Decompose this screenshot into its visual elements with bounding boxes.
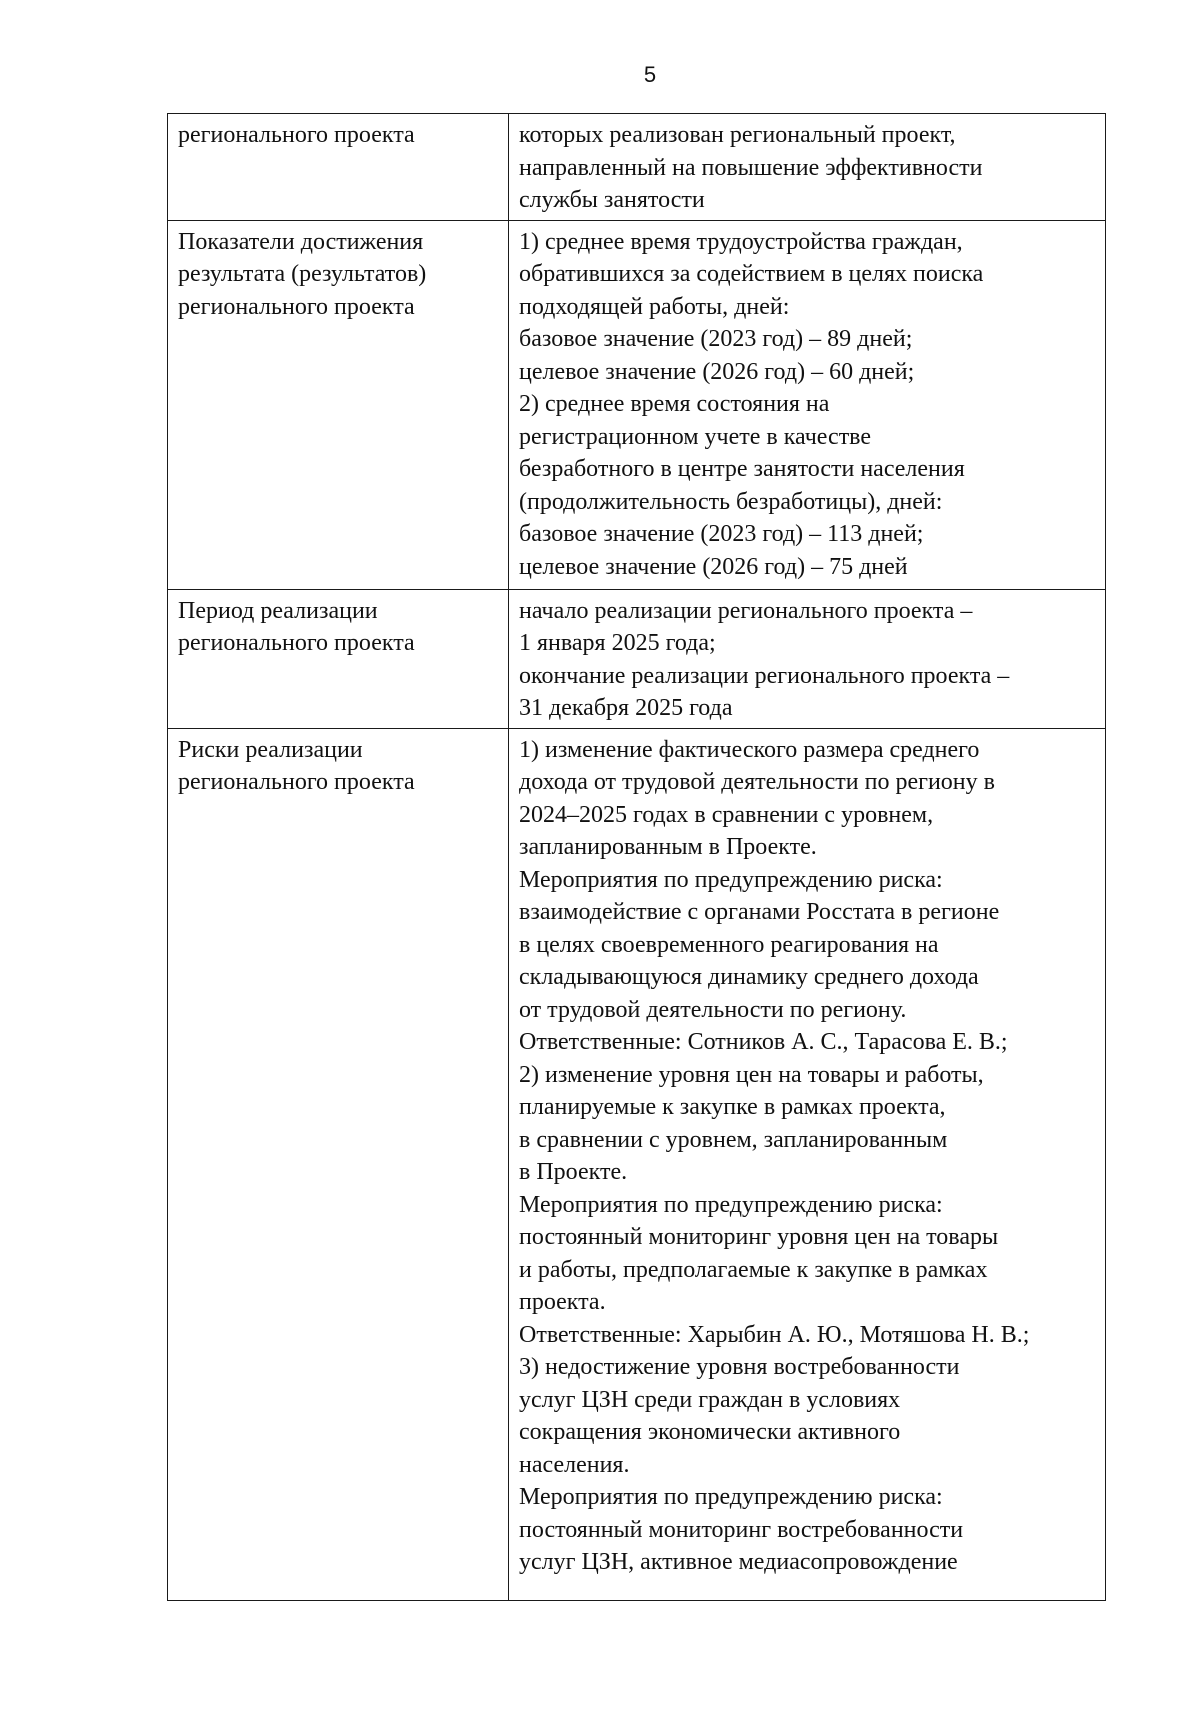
value-line: (продолжительность безработицы), дней: [519, 488, 943, 515]
value-line: Ответственные: Харыбин А. Ю., Мотяшова Н. В.; [519, 1321, 1030, 1348]
value-line: базовое значение (2023 год) – 89 дней; [519, 326, 913, 352]
row-label-cell [168, 589, 509, 728]
value-line: 1) среднее время трудоустройства граждан, [519, 228, 963, 255]
label-line: регионального проекта [178, 122, 415, 148]
value-line: обратившихся за содействием в целях поиска [519, 261, 984, 287]
value-line: услуг ЦЗН среди граждан в условиях [519, 1386, 901, 1413]
value-line: безработного в центре занятости населения [519, 456, 965, 482]
value-line: в Проекте. [519, 1159, 628, 1185]
value-line: 2) среднее время состояния на [519, 391, 830, 417]
value-line: базовое значение (2023 год) – 113 дней; [519, 521, 924, 547]
label-line: регионального проекта [178, 293, 415, 320]
value-line: 2) изменение уровня цен на товары и работы, [519, 1061, 984, 1088]
row-label-cell [168, 114, 509, 221]
value-line: Ответственные: Сотников А. С., Тарасова Е. В.; [519, 1029, 1008, 1055]
value-line: которых реализован региональный проект, [519, 122, 956, 148]
label-line: Период реализации [178, 597, 378, 624]
value-line: постоянный мониторинг востребованности [519, 1516, 964, 1543]
value-line: Мероприятия по предупреждению риска: [519, 1191, 943, 1218]
value-line: 2024–2025 годах в сравнении с уровнем, [519, 801, 934, 828]
value-line: населения. [519, 1451, 630, 1478]
value-line: окончание реализации регионального проекта – [519, 662, 1010, 689]
value-line: планируемые к закупке в рамках проекта, [519, 1094, 946, 1120]
value-line: и работы, предполагаемые к закупке в рамках [519, 1256, 988, 1283]
value-line: услуг ЦЗН, активное медиасопровождение [519, 1549, 958, 1575]
value-line: Мероприятия по предупреждению риска: [519, 1484, 943, 1510]
value-line: складывающуюся динамику среднего дохода [519, 964, 979, 990]
label-line: результата (результатов) [178, 261, 427, 287]
project-passport-table [167, 113, 1106, 1601]
value-line: целевое значение (2026 год) – 75 дней [519, 553, 908, 580]
value-line: 1) изменение фактического размера среднего [519, 736, 980, 763]
value-line: 3) недостижение уровня востребованности [519, 1354, 960, 1380]
row-label-cell [168, 220, 509, 589]
row-value-cell [509, 589, 1106, 728]
table-row-implementation-risks [168, 728, 1106, 1600]
value-line: от трудовой деятельности по региону. [519, 996, 907, 1023]
value-line: сокращения экономически активного [519, 1419, 901, 1445]
value-line: начало реализации регионального проекта – [519, 597, 973, 624]
value-line: регистрационном учете в качестве [519, 423, 872, 450]
value-line: направленный на повышение эффективности [519, 154, 983, 181]
value-line: 1 января 2025 года; [519, 630, 716, 656]
table-row-implementation-period [168, 589, 1106, 728]
row-value-cell [509, 114, 1106, 221]
value-line: в целях своевременного реагирования на [519, 931, 939, 958]
value-line: взаимодействие с органами Росстата в регионе [519, 899, 1000, 925]
row-value-cell [509, 220, 1106, 589]
value-line: постоянный мониторинг уровня цен на товары [519, 1224, 999, 1250]
table-row-implementation-regions [168, 114, 1106, 221]
row-label-cell [168, 728, 509, 1600]
value-line: запланированным в Проекте. [519, 834, 817, 860]
value-line: 31 декабря 2025 года [519, 695, 733, 721]
label-line: регионального проекта [178, 769, 415, 795]
label-line: регионального проекта [178, 630, 415, 656]
label-line: Риски реализации [178, 736, 363, 763]
value-line: Мероприятия по предупреждению риска: [519, 866, 943, 893]
value-line: службы занятости [519, 187, 705, 213]
value-line: в сравнении с уровнем, запланированным [519, 1126, 948, 1153]
value-line: целевое значение (2026 год) – 60 дней; [519, 358, 915, 385]
label-line: Показатели достижения [178, 228, 424, 255]
row-value-cell [509, 728, 1106, 1600]
value-line: проекта. [519, 1289, 606, 1315]
value-line: дохода от трудовой деятельности по региону в [519, 769, 995, 795]
page-number: 5 [643, 62, 657, 87]
value-line: подходящей работы, дней: [519, 293, 790, 320]
table-row-result-indicators [168, 220, 1106, 589]
